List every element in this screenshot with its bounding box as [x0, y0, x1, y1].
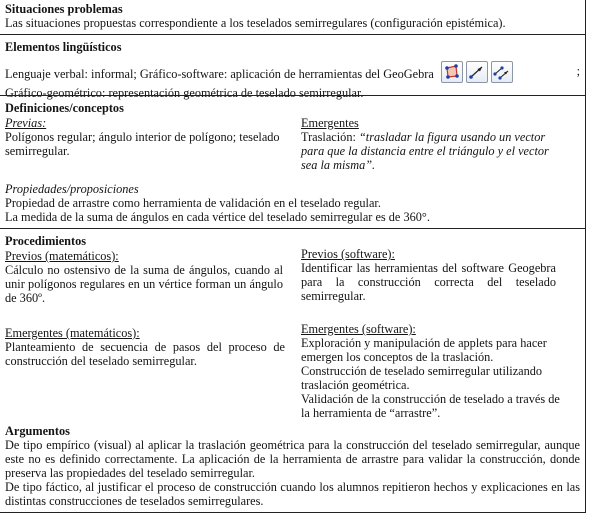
- emerg-soft-p1: Exploración y manipulación de applets para hacer emergen los conceptos de la traslación.: [301, 336, 547, 364]
- polygon-tool-icon: [441, 61, 463, 83]
- divider: [0, 95, 586, 96]
- divider: [0, 34, 586, 35]
- emerg-soft-p3: Validación de la construcción de teselado a través de la herramienta de “arrastre”.: [301, 392, 560, 420]
- propiedades-line2: La medida de la suma de ángulos en cada vértice del teselado semirregular es de 360°.: [5, 210, 430, 224]
- emerg-mat-label: Emergentes (matemáticos):: [5, 326, 140, 340]
- previos-software: [301, 247, 556, 303]
- emerg-mat-text: Planteamiento de secuencia de pasos del proceso de construcción del teselado semirregular.: [5, 340, 285, 368]
- argumentos-heading: Argumentos: [5, 424, 70, 438]
- procedimientos-section: [5, 234, 580, 248]
- geogebra-tool-icons: [441, 61, 513, 83]
- argumentos-p1: De tipo empírico (visual) al aplicar la traslación geométrica para la construcción del teselado semirregular, aunque este no es definido correctamente. La aplicación de la herramienta de arrastre para validar la construcción, donde preserva las propiedades del teselado semirregular.: [5, 438, 580, 480]
- elementos-line2: Gráfico-geométrico: representación geométrica de teselado semirregular.: [5, 86, 364, 100]
- situaciones-text: Las situaciones propuestas correspondiente a los teselados semirregulares (configuración epistémica).: [5, 16, 506, 30]
- vector-from-point-tool-icon: [491, 61, 513, 83]
- previos-soft-label: Previos (software):: [301, 247, 395, 261]
- emergentes-prefix: Traslación:: [301, 130, 359, 144]
- definiciones-previas: [5, 116, 287, 158]
- elementos-heading: Elementos lingüísticos: [5, 40, 122, 54]
- situaciones-section: [5, 2, 580, 30]
- previos-mat-label: Previos (matemáticos):: [5, 249, 119, 263]
- emergentes-matematicos: [5, 326, 285, 368]
- vector-tool-icon: [466, 61, 488, 83]
- propiedades-heading: Propiedades/proposiciones: [5, 182, 139, 196]
- definiciones-emergentes: [301, 116, 563, 172]
- previas-label: Previas:: [5, 116, 47, 130]
- previos-matematicos: [5, 249, 283, 305]
- emerg-soft-p2: Construcción de teselado semirregular utilizando traslación geométrica.: [301, 364, 543, 392]
- previas-text: Polígonos regular; ángulo interior de polígono; teselado semirregular.: [5, 130, 280, 158]
- emergentes-label: Emergentes: [301, 116, 359, 130]
- argumentos-section: [5, 424, 580, 508]
- elementos-section: [5, 40, 580, 100]
- definiciones-heading: Definiciones/conceptos: [5, 101, 124, 115]
- propiedades-section: [5, 182, 580, 224]
- propiedades-line1: Propiedad de arrastre como herramienta de validación en el teselado regular.: [5, 196, 381, 210]
- emergentes-quote: “trasladar la figura usando un vector para que la distancia entre el triángulo y el vector sea la misma”.: [301, 130, 549, 172]
- elementos-semicolon: ;: [576, 64, 580, 78]
- definiciones-section: [5, 101, 580, 115]
- previos-soft-text: Identificar las herramientas del software Geogebra para la construcción correcta del teselado semirregular.: [301, 261, 556, 303]
- situaciones-heading: Situaciones problemas: [5, 2, 123, 16]
- elementos-line1: Lenguaje verbal: informal; Gráfico-software: aplicación de herramientas del GeoGebra: [5, 66, 434, 81]
- previos-mat-text: Cálculo no ostensivo de la suma de ángulos, cuando al unir polígonos regulares en un vértice forman un ángulo de 360º.: [5, 263, 283, 305]
- emerg-soft-label: Emergentes (software):: [301, 322, 416, 336]
- argumentos-p2: De tipo fáctico, al justificar el proceso de construcción cuando los alumnos repitieron hechos y explicaciones en las distintas construcciones de teselados semirregulares.: [5, 480, 580, 508]
- emergentes-software: [301, 322, 561, 420]
- procedimientos-heading: Procedimientos: [5, 234, 87, 248]
- divider: [0, 228, 586, 229]
